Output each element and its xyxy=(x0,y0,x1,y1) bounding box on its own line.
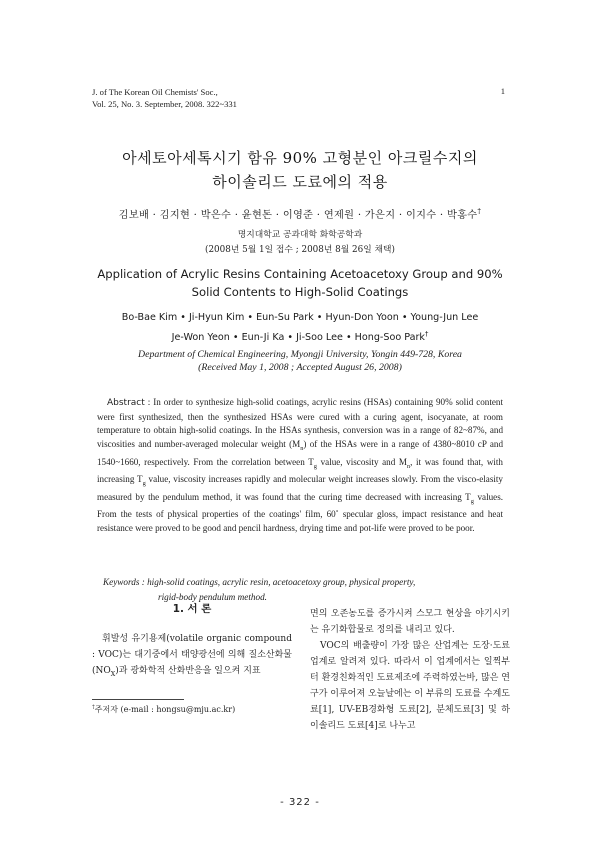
keywords-line2: rigid-body pendulum method. xyxy=(158,592,267,602)
received-dates: (Received May 1, 2008 ; Accepted August 26, 2008) xyxy=(198,362,402,373)
english-affiliation-name: Department of Chemical Engineering, Myongji University, Yongin 449-728, Korea xyxy=(138,349,462,360)
korean-author-list: 김보배 · 김지현 · 박은수 · 윤현돈 · 이영준 · 연제원 · 가은지 · 이지수 · 박홍수 xyxy=(118,210,478,221)
journal-name: J. of The Korean Oil Chemists' Soc., xyxy=(92,87,218,97)
body-column-left xyxy=(92,601,292,683)
body-column-right xyxy=(310,606,510,734)
page-number: - 322 - xyxy=(280,797,320,808)
footnote-dagger: † xyxy=(92,704,95,711)
korean-affiliation-name: 명지대학교 공과대학 화학공학과 xyxy=(237,230,363,240)
korean-title-line1: 아세토아세톡시기 함유 90% 고형분인 아크릴수지의 xyxy=(122,149,478,167)
abstract xyxy=(97,396,503,536)
abstract-label: Abstract xyxy=(107,398,145,408)
english-dagger: † xyxy=(425,330,429,338)
section-heading-introduction: 1. 서 론 xyxy=(172,603,212,615)
keywords-label: Keywords xyxy=(103,577,140,587)
korean-dates: (2008년 5월 1일 접수 ; 2008년 8월 26일 채택) xyxy=(205,245,395,255)
corresponding-dagger: † xyxy=(477,206,482,216)
korean-affiliation xyxy=(0,228,600,258)
header-page-number: 1 xyxy=(500,86,505,96)
english-title-line1: Application of Acrylic Resins Containing Acetoacetoxy Group and 90% xyxy=(97,267,503,281)
journal-volume: Vol. 25, No. 3. September, 2008. 322~331 xyxy=(92,99,237,109)
footnote-text: 주저자 (e-mail : hongsu@mju.ac.kr) xyxy=(94,705,236,714)
abstract-text: Abstract : In order to synthesize high-solid coatings, acrylic resins (HSAs) containing 90% solid content were first synthesized, then the synthesized HSAs were cured with a curing agent, isocyanate, at room temperature to obtain high-solid coatings. In the HSAs synthesis, conversion was in a range of 82~87%, and viscosities and number-averaged molecular weight $(M_n)$ of the HSAs were in a range of 4380~8010 cP and 1540~1660, respectively. From the correlation between $T_g$ value, viscosity and $M_n$, it was found that, with increasing $T_g$ value, viscosity increases rapidly and molecular weight increases slowly. From the visco-elasity measured by the pendulum method, it was found that the curing time decreased with increasing $T_g$ values. From the tests of physical properties of the coatings' film, 60˚ specular gloss, impact resistance and heat resistance were proved to be good and pencil hardness, drying time and pot-life were proved to be poor. xyxy=(97,397,504,533)
korean-title xyxy=(0,146,600,194)
korean-authors xyxy=(0,206,600,221)
english-title-line2: Solid Contents to High-Solid Coatings xyxy=(191,285,409,299)
english-authors-line2: Je-Won Yeon • Eun-Ji Ka • Ji-Soo Lee • Hong-Soo Park xyxy=(171,332,425,344)
korean-title-line2: 하이솔리드 도료에의 적용 xyxy=(212,173,388,191)
intro-paragraph-1-cont: 면의 오존농도를 증가시켜 스모그 현상을 야기시키는 유기화합물로 정의를 내리고 있다. xyxy=(310,609,510,635)
keywords-line1: : high-solid coatings, acrylic resin, acetoacetoxy group, physical property, xyxy=(139,577,416,587)
intro-paragraph-2: VOC의 배출량이 가장 많은 산업계는 도장·도료업계로 알려져 있다. 따라서 이 업계에서는 일찍부터 환경친화적인 도료제조에 주력하였는바, 많은 연구가 이루어져 오늘날에는 이 부류의 도료를 수계도료[1], UV-EB경화형 도료[2], 분체도료[3] 및 하이솔리드 도료[4]로 나누고 xyxy=(310,641,510,731)
footnote-divider xyxy=(92,699,184,700)
english-affiliation xyxy=(0,348,600,374)
english-authors xyxy=(0,310,600,346)
intro-paragraph-1: 휘발성 유기용제(volatile organic compound : VOC)는 대기중에서 태양광선에 의해 질소산화물$(NO_X)$과 광화학적 산화반응을 일으켜 지표 xyxy=(92,634,292,678)
english-authors-line1: Bo-Bae Kim • Ji-Hyun Kim • Eun-Su Park • Hyun-Don Yoon • Young-Jun Lee xyxy=(121,312,479,323)
english-title xyxy=(0,265,600,301)
journal-header xyxy=(92,86,237,110)
footnote xyxy=(92,704,235,715)
